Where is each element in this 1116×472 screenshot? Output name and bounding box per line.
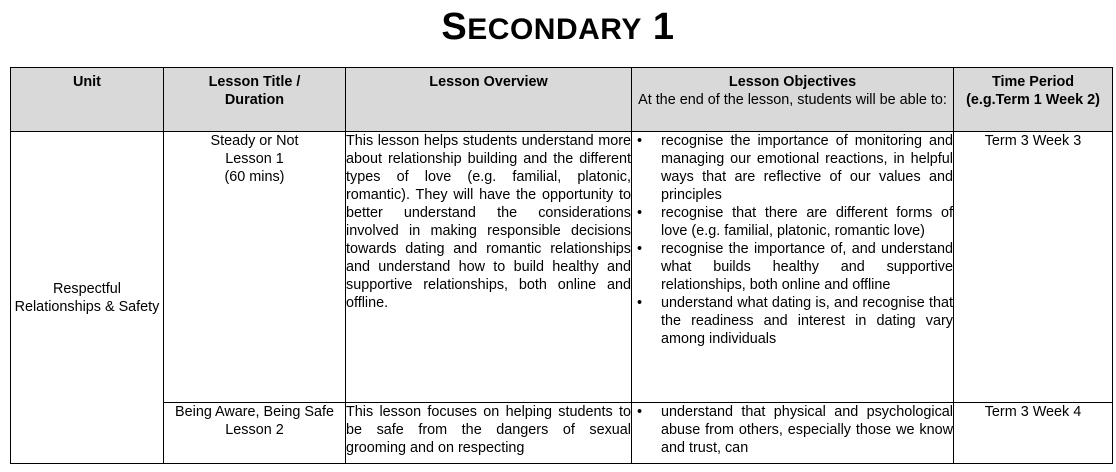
objectives-list [632, 403, 953, 457]
page-title [0, 4, 1116, 53]
overview-cell: This lesson helps students understand more about relationship building and the different types of love (e.g. familial, platonic, romantic). They will have the opportunity to better understand the considerations involved in making responsible decisions towards dating and romantic relationships and understand how to build healthy and supportive relationships, both online and offline. [346, 132, 632, 403]
title-number: 1 [652, 6, 675, 48]
header-overview: Lesson Overview [346, 68, 632, 132]
header-time-period: Time Period (e.g.Term 1 Week 2) [954, 68, 1113, 132]
header-objectives-sub: At the end of the lesson, students will be able to: [638, 92, 947, 108]
lesson-title-cell: Being Aware, Being Safe Lesson 2 [164, 403, 346, 464]
header-row [11, 68, 1113, 132]
header-lesson-title: Lesson Title / Duration [164, 68, 346, 132]
time-period-cell: Term 3 Week 4 [954, 403, 1113, 464]
title-rest: ECONDARY [467, 13, 642, 46]
objectives-list [632, 132, 953, 348]
objectives-cell [632, 132, 954, 403]
time-period-cell: Term 3 Week 3 [954, 132, 1113, 403]
objective-item: • understand that physical and psychological abuse from others, especially those we know and trust, can [661, 403, 953, 457]
header-objectives: Lesson Objectives At the end of the lesson, students will be able to: [632, 68, 954, 132]
header-unit: Unit [11, 68, 164, 132]
table-row [11, 403, 1113, 464]
overview-cell: This lesson focuses on helping students to be safe from the dangers of sexual grooming and on respecting [346, 403, 632, 464]
title-initial: S [441, 6, 468, 48]
objectives-cell [632, 403, 954, 464]
lesson-title-cell: Steady or Not Lesson 1 (60 mins) [164, 132, 346, 403]
objective-item: • recognise the importance of, and understand what builds healthy and supportive relationships, both online and offline [661, 240, 953, 294]
table-row [11, 132, 1113, 403]
objective-item: • recognise that there are different forms of love (e.g. familial, platonic, romantic love) [661, 204, 953, 240]
objective-item: • understand what dating is, and recognise that the readiness and interest in dating vary among individuals [661, 294, 953, 348]
objective-item: • recognise the importance of monitoring and managing our emotional reactions, in helpful ways that are reflective of our values and principles [661, 132, 953, 204]
unit-cell: Respectful Relationships & Safety [11, 132, 164, 464]
lesson-plan-table [10, 67, 1113, 464]
